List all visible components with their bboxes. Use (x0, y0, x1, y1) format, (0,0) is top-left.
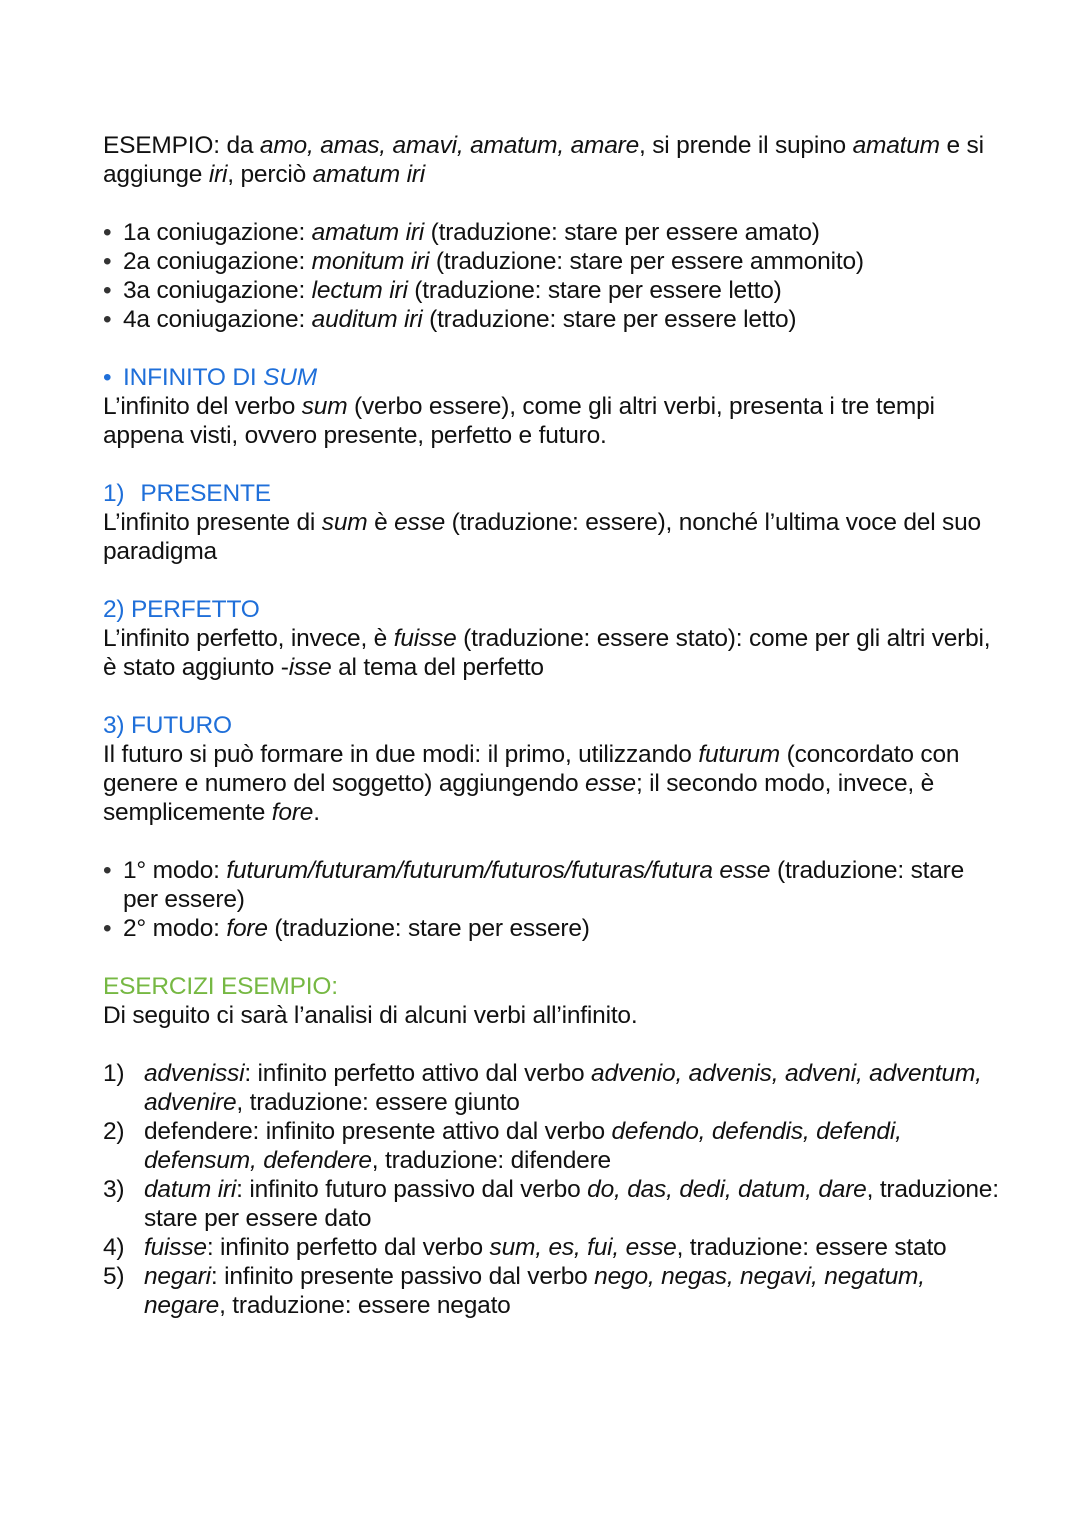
exercise-list (103, 1059, 1003, 1320)
conjugation-item: • 1a coniugazione: amatum iri (traduzione: stare per essere amato) (103, 218, 1003, 247)
exercise-item: 5) negari: infinito presente passivo dal verbo nego, negas, negavi, negatum, negare, traduzione: essere negato (103, 1263, 925, 1319)
conjugation-item: • 4a coniugazione: auditum iri (traduzione: stare per essere letto) (103, 305, 1003, 334)
heading-futuro: 3) FUTURO (103, 712, 232, 739)
intro-paragraph: ESEMPIO: da amo, amas, amavi, amatum, amare, si prende il supino amatum e si aggiunge iri, perciò amatum iri (103, 132, 984, 188)
exercise-item: 3) datum iri: infinito futuro passivo dal verbo do, das, dedi, datum, dare, traduzione: stare per essere dato (103, 1176, 999, 1232)
futuro-mode-item: • 1° modo: futurum/futuram/futurum/futuros/futuras/futura esse (traduzione: stare per essere) (103, 856, 1003, 914)
conjugation-item: • 3a coniugazione: lectum iri (traduzione: stare per essere letto) (103, 276, 1003, 305)
heading-esercizi-esempio: ESERCIZI ESEMPIO: (103, 973, 338, 1000)
heading-presente: 1) PRESENTE (103, 480, 271, 507)
exercise-item: 4) fuisse: infinito perfetto dal verbo sum, es, fui, esse, traduzione: essere stato (103, 1234, 947, 1261)
section-heading-infinito-di-sum: • INFINITO DI SUM (103, 363, 1003, 392)
futuro-mode-item: • 2° modo: fore (traduzione: stare per essere) (103, 914, 1003, 943)
exercise-item: 1) advenissi: infinito perfetto attivo dal verbo advenio, advenis, adveni, adventum, advenire, traduzione: essere giunto (103, 1060, 982, 1116)
exercises-intro: Di seguito ci sarà l’analisi di alcuni verbi all’infinito. (103, 1002, 638, 1029)
conjugation-list (103, 218, 1003, 334)
exercise-item: 2) defendere: infinito presente attivo dal verbo defendo, defendis, defendi, defensum, defendere, traduzione: difendere (103, 1118, 902, 1174)
sum-section-body: L’infinito del verbo sum (verbo essere), come gli altri verbi, presenta i tre tempi appena visti, ovvero presente, perfetto e futuro. (103, 393, 935, 449)
conjugation-item: • 2a coniugazione: monitum iri (traduzione: stare per essere ammonito) (103, 247, 1003, 276)
futuro-body: Il futuro si può formare in due modi: il primo, utilizzando futurum (concordato con genere e numero del soggetto) aggiungendo esse; il secondo modo, invece, è semplicemente fore. (103, 741, 960, 826)
heading-perfetto: 2) PERFETTO (103, 596, 260, 623)
futuro-modes-list (103, 856, 1003, 943)
perfetto-body: L’infinito perfetto, invece, è fuisse (traduzione: essere stato): come per gli altri verbi, è stato aggiunto -isse al tema del perfetto (103, 625, 991, 681)
presente-body: L’infinito presente di sum è esse (traduzione: essere), nonché l’ultima voce del suo paradigma (103, 509, 981, 565)
document-page (103, 131, 1003, 1320)
